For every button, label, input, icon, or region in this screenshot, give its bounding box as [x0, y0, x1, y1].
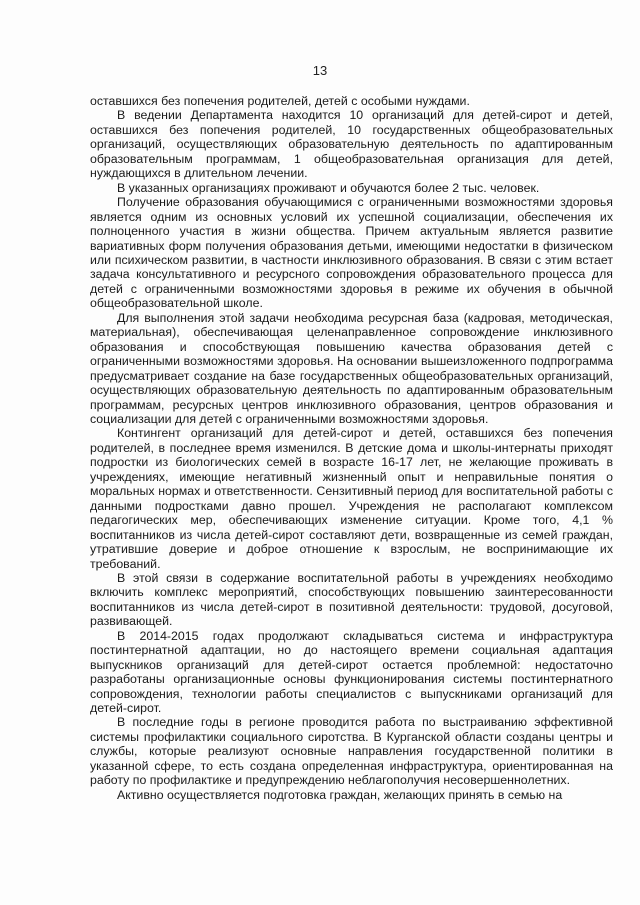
- paragraph-contingent: Контингент организаций для детей-сирот и детей, оставшихся без попечения родителей, в последнее время изменился. В детские дома и школы-интернаты приходят подростки из биологических семей в возрасте 16-17 лет, не желающие проживать в учреждениях, имеющие негативный жизненный опыт и неправильные понятия о моральных нормах и ответственности. Сензитивный период для воспитательной работы с данными подростками давно прошел. Учреждения не располагают комплексом педагогических мер, обеспечивающих изменение ситуации. Кроме того, 4,1 % воспитанников из числа детей-сирот составляют дети, возвращенные из семей граждан, утратившие доверие и доброе отношение к взрослым, не воспринимающие их требований.: [90, 426, 613, 571]
- paragraph-social-orphanhood-prevention: В последние годы в регионе проводится работа по выстраиванию эффективной системы профилактики социального сиротства. В Курганской области созданы центры и службы, которые реализуют основные направления государственной политики в указанной сфере, то есть создана определенная инфраструктура, ориентированная на работу по профилактике и предупреждению неблагополучия несовершеннолетних.: [90, 715, 613, 788]
- paragraph-continuation: оставшихся без попечения родителей, детей с особыми нуждами.: [90, 94, 470, 108]
- paragraph-resource-base: Для выполнения этой задачи необходима ресурсная база (кадровая, методическая, материальная), обеспечивающая целенаправленное сопровождение инклюзивного образования и способствующая повышению качества образования детей с ограниченными возможностями здоровья. На основании вышеизложенного подпрограмма предусматривает создание на базе государственных общеобразовательных организаций, осуществляющих образовательную деятельность по адаптированным образовательным программам, ресурсных центров инклюзивного образования, центров образования и социализации для детей с ограниченными возможностями здоровья.: [90, 310, 613, 426]
- paragraph-training-citizens: Активно осуществляется подготовка граждан, желающих принять в семью на: [117, 787, 563, 802]
- document-body: [90, 94, 613, 802]
- paragraph-educational-work: В этой связи в содержание воспитательной работы в учреждениях необходимо включить комплекс мероприятий, способствующих повышению заинтересованности воспитанников из числа детей-сирот в позитивной деятельности: трудовой, досуговой, развивающей.: [90, 570, 613, 629]
- paragraph-department-organizations: В ведении Департамента находится 10 организаций для детей-сирот и детей, оставшихся без попечения родителей, 10 государственных общеобразовательных организаций, осуществляющих образовательную деятельность по адаптированным образовательным программам, 1 общеобразовательная организация для детей, нуждающихся в длительном лечении.: [90, 108, 613, 181]
- page-number: 13: [312, 63, 328, 78]
- paragraph-students-count: В указанных организациях проживают и обучаются более 2 тыс. человек.: [117, 180, 540, 195]
- paragraph-post-boarding-adaptation: В 2014-2015 годах продолжают складываться система и инфраструктура постинтернатной адаптации, но до настоящего времени социальная адаптация выпускников организаций для детей-сирот остается проблемной: недостаточно разработаны организационные основы функционирования системы постинтернатного сопровождения, технологии работы специалистов с выпускниками организаций для детей-сирот.: [90, 628, 613, 716]
- paragraph-education-disabilities: Получение образования обучающимися с ограниченными возможностями здоровья является одним из основных условий их успешной социализации, обеспечения их полноценного участия в жизни общества. Причем актуальным является развитие вариативных форм получения образования детьми, имеющими недостатки в физическом или психическом развитии, в частности инклюзивного образования. В связи с этим встает задача консультативного и ресурсного сопровождения образовательного процесса для детей с ограниченными возможностями здоровья в режиме их обучения в обычной общеобразовательной школе.: [90, 195, 613, 311]
